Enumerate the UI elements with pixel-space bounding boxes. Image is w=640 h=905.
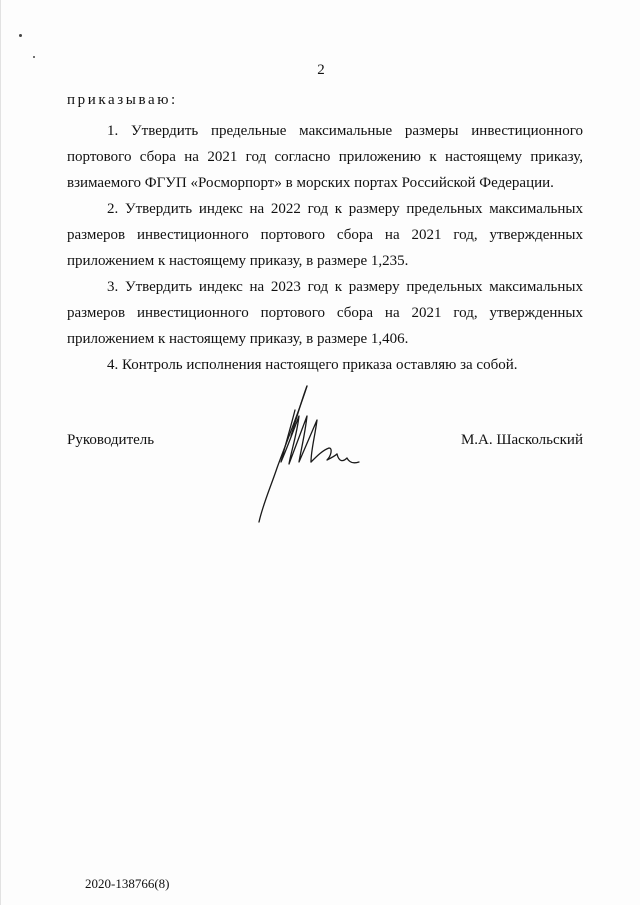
signer-name: М.А. Шаскольский — [460, 432, 583, 448]
scan-speck — [33, 56, 35, 58]
page-number: 2 — [317, 62, 325, 78]
order-item-4: 4. Контроль исполнения настоящего приказа оставляю за собой. — [107, 357, 518, 373]
scan-speck — [19, 34, 22, 37]
document-number: 2020-138766(8) — [85, 876, 170, 891]
signer-position: Руководитель — [67, 432, 155, 448]
order-preamble: приказываю: — [67, 92, 178, 108]
order-item-2: 2. Утвердить индекс на 2022 год к размеру предельных максимальных размеров инвестиционного портового сбора на 2021 год, утвержденных приложением к настоящему приказу, в размере 1,235. — [67, 201, 583, 269]
order-item-1: 1. Утвердить предельные максимальные размеры инвестиционного портового сбора на 2021 год согласно приложению к настоящему приказу, взимаемого ФГУП «Росморпорт» в морских портах Российской Федерации. — [67, 123, 583, 191]
order-item-3: 3. Утвердить индекс на 2023 год к размеру предельных максимальных размеров инвестиционного портового сбора на 2021 год, утвержденных приложением к настоящему приказу, в размере 1,406. — [67, 279, 583, 347]
handwritten-signature — [251, 376, 371, 526]
